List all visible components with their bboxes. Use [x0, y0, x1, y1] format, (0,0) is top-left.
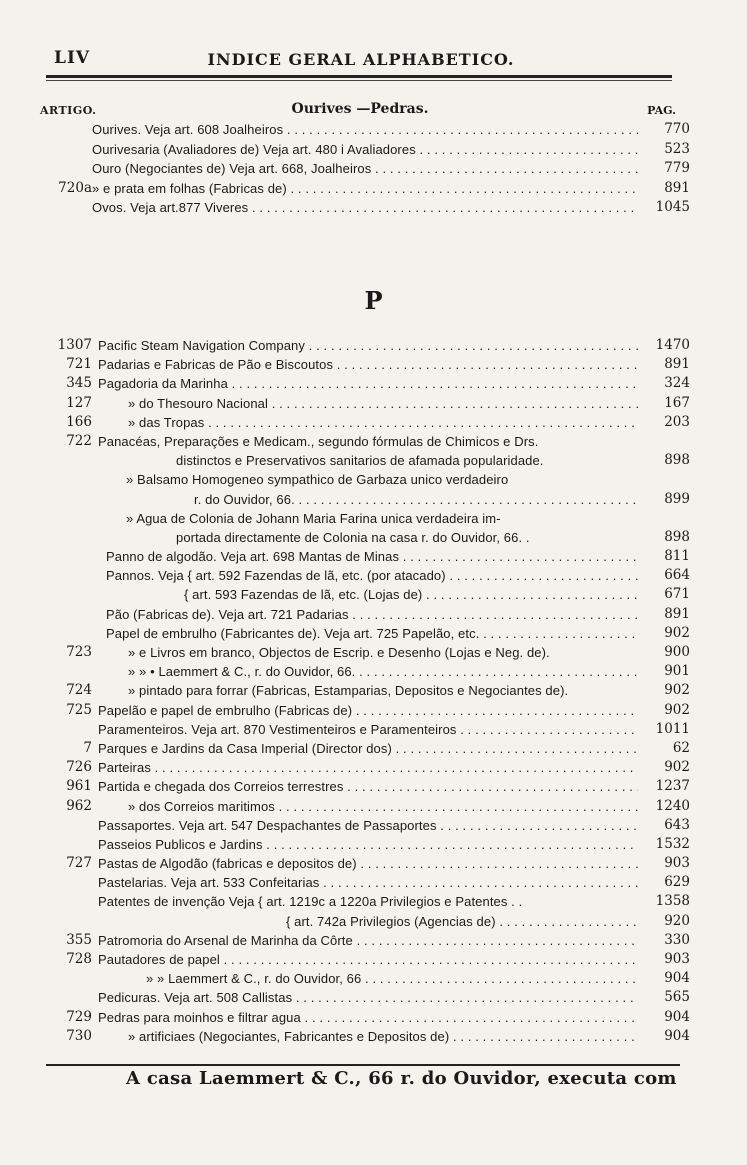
page-ref: 920 [664, 912, 690, 929]
article-number: 724 [66, 682, 92, 699]
entry-label: Pastas de Algodão (fabricas e depositos de) [98, 856, 357, 872]
index-entry [30, 777, 690, 796]
column-header [40, 102, 680, 118]
entry-label: » artificiaes (Negociantes, Fabricantes e Depositos de) [128, 1028, 450, 1044]
page-ref: 629 [664, 874, 690, 891]
article-number: 721 [66, 356, 92, 373]
entry-label: { art. 593 Fazendas de lã, etc. (Lojas de) [184, 587, 423, 603]
index-entry [30, 701, 690, 720]
entry-text [98, 873, 638, 892]
entry-text [98, 988, 638, 1007]
entry-label: r. do Ouvidor, 66. [194, 491, 295, 507]
entry-text [98, 720, 638, 739]
index-entry [30, 988, 690, 1007]
article-number: 127 [66, 394, 92, 411]
entry-text [98, 835, 638, 854]
page-ref: 671 [664, 586, 690, 603]
article-number: 961 [66, 778, 92, 795]
entry-label: Padarias e Fabricas de Pão e Biscoutos [98, 357, 334, 373]
page-ref: 1532 [655, 835, 690, 852]
entry-text [128, 797, 638, 816]
page-ref: 899 [664, 490, 690, 507]
entry-label: Pautadores de papel [98, 952, 220, 967]
entry-text [98, 701, 638, 720]
entry-label: Pedicuras. Veja art. 508 Callistas [98, 990, 293, 1006]
entry-label: Ourivesaria (Avaliadores de) Veja art. 480 i Avaliadores [92, 141, 416, 157]
index-entry [30, 159, 690, 179]
page-ref: 902 [664, 701, 690, 718]
entry-text [98, 336, 638, 355]
entry-text [98, 355, 638, 374]
page-ref: 811 [664, 548, 690, 565]
header-rule [46, 75, 672, 78]
index-entry [30, 470, 690, 489]
entry-text [98, 1008, 638, 1027]
entry-label: Panacéas, Preparações e Medicam., segundo fórmulas de Chimicos e Drs. [98, 433, 539, 449]
index-entry [30, 585, 690, 604]
article-number: 726 [66, 759, 92, 776]
entry-label: Pão (Fabricas de). Veja art. 721 Padarias [106, 606, 349, 622]
page-ref: 1011 [655, 720, 690, 737]
entry-label: Pannos. Veja { art. 592 Fazendas de lã, etc. (por atacado) [106, 568, 446, 584]
index-entry [30, 854, 690, 873]
entry-text [98, 758, 638, 777]
index-entry [30, 816, 690, 835]
index-entry [30, 120, 690, 140]
entry-label: » » Laemmert & C., r. do Ouvidor, 66 [146, 971, 362, 987]
page-ref: 1358 [655, 893, 690, 910]
index-entry [30, 509, 690, 528]
index-entry [30, 198, 690, 218]
entry-text [98, 931, 638, 950]
entry-text [146, 969, 638, 988]
index-entry [30, 624, 690, 643]
page-ref: 1045 [655, 199, 690, 216]
entry-text [98, 739, 638, 758]
entry-text [92, 179, 638, 199]
entry-label: Ouro (Negociantes de) Veja art. 668, Joalheiros [92, 161, 372, 177]
entry-text [128, 394, 638, 413]
page-ref: 901 [664, 663, 690, 680]
index-entry [30, 739, 690, 758]
page-ref: 903 [664, 855, 690, 872]
page-ref: 643 [664, 816, 690, 833]
page-ref: 902 [664, 624, 690, 641]
entry-label: Patromoria do Arsenal de Marinha da Côrte [98, 932, 353, 948]
article-number: 7 [83, 739, 92, 756]
entry-text [98, 816, 638, 835]
article-number: 725 [66, 701, 92, 718]
index-entry [30, 605, 690, 624]
article-number: 723 [66, 644, 92, 660]
entry-text [98, 892, 638, 911]
index-entry [30, 355, 690, 374]
index-entry [30, 1027, 690, 1046]
entry-label: Parteiras [98, 760, 151, 776]
index-entry [30, 662, 690, 681]
entry-text [106, 547, 638, 566]
entry-text [184, 585, 638, 604]
entry-text [92, 198, 638, 218]
page-ref: 904 [664, 970, 690, 987]
page-number: LIV [54, 48, 91, 68]
page-ref: 770 [664, 121, 690, 137]
index-entry [30, 413, 690, 432]
entry-text [194, 490, 638, 509]
page-ref: 330 [664, 931, 690, 948]
index-entry [30, 528, 690, 547]
index-entry [30, 336, 690, 355]
section-range: Ourives —Pedras. [291, 101, 429, 117]
entry-label: » e prata em folhas (Fabricas de) [92, 180, 287, 196]
index-entry [30, 969, 690, 988]
page-ref: 898 [664, 528, 690, 545]
index-entry [30, 835, 690, 854]
entry-text [106, 605, 638, 624]
entry-label: Pedras para moinhos e filtrar agua [98, 1009, 301, 1025]
entry-text [106, 566, 638, 585]
page-ref: 62 [672, 739, 690, 756]
entry-text [126, 509, 638, 528]
entry-text [128, 413, 638, 432]
entry-text [128, 681, 638, 700]
entry-label: distinctos e Preservativos sanitarios de afamada popularidade. [176, 453, 544, 469]
page-ref: 565 [664, 989, 690, 1006]
entry-text [92, 159, 638, 179]
section-letter: P [364, 286, 383, 315]
page-ref: 902 [664, 682, 690, 699]
index-entry [30, 140, 690, 160]
artigo-label: ARTIGO. [40, 104, 97, 117]
entry-label: » Balsamo Homogeneo sympathico de Garbaza unico verdadeiro [126, 472, 509, 488]
entry-label: Passaportes. Veja art. 547 Despachantes de Passaportes [98, 817, 437, 833]
entry-text [286, 912, 638, 931]
entry-text [98, 432, 638, 451]
article-number: 727 [66, 855, 92, 872]
article-number: 962 [66, 797, 92, 814]
entry-label: Partida e chegada dos Correios terrestres [98, 779, 344, 795]
page-ref: 903 [664, 951, 690, 967]
index-entry [30, 374, 690, 393]
index-entry [30, 394, 690, 413]
entry-label: Pacific Steam Navigation Company [98, 338, 305, 353]
page-title: INDICE GERAL ALPHABETICO. [207, 50, 515, 69]
entry-label: Ovos. Veja art.877 Viveres [92, 200, 249, 216]
page-ref: 1240 [655, 797, 690, 814]
entry-label: » e Livros em branco, Objectos de Escrip. e Desenho (Lojas e Neg. de). [128, 645, 550, 660]
page-ref: 1470 [655, 337, 690, 353]
index-entry [30, 643, 690, 662]
entry-label: Paramenteiros. Veja art. 870 Vestimenteiros e Paramenteiros [98, 721, 457, 737]
index-entry [30, 758, 690, 777]
article-number: 345 [66, 375, 92, 392]
entry-text [176, 451, 638, 470]
entry-text [98, 374, 638, 393]
entry-text [128, 1027, 638, 1046]
article-number: 729 [66, 1008, 92, 1025]
entry-text [98, 950, 638, 969]
article-number: 355 [66, 931, 92, 948]
entry-label: Pastelarias. Veja art. 533 Confeitarias [98, 875, 320, 891]
index-entry [30, 179, 690, 199]
entry-text [98, 777, 638, 796]
index-entry [30, 950, 690, 969]
page-ref: 779 [664, 160, 690, 177]
article-number: 730 [66, 1027, 92, 1044]
entry-label: Panno de algodão. Veja art. 698 Mantas de Minas [106, 549, 400, 565]
index-entry [30, 547, 690, 566]
entry-text [128, 643, 638, 662]
index-entry [30, 720, 690, 739]
page-ref: 904 [664, 1027, 690, 1044]
entry-label: » do Thesouro Nacional [128, 395, 268, 411]
entry-label: » Agua de Colonia de Johann Maria Farina unica verdadeira im- [126, 510, 501, 526]
entry-label: » das Tropas [128, 414, 205, 430]
page-ref: 523 [664, 140, 690, 157]
page-ref: 891 [664, 179, 690, 196]
entry-text [106, 624, 638, 643]
page-ref: 900 [664, 644, 690, 660]
page-ref: 324 [664, 375, 690, 392]
entry-label: » » • Laemmert & C., r. do Ouvidor, 66. [128, 664, 356, 680]
pag-label: PAG. [647, 104, 676, 117]
index-entry [30, 681, 690, 700]
header-rule-thin [46, 80, 672, 81]
page-ref: 664 [664, 567, 690, 584]
index-entry [30, 1008, 690, 1027]
top-entry-list [30, 120, 690, 218]
index-entry [30, 797, 690, 816]
entry-text [126, 470, 638, 489]
entry-text [128, 662, 638, 681]
entry-text [176, 528, 638, 547]
article-number: 1307 [57, 337, 92, 353]
entry-label: Parques e Jardins da Casa Imperial (Director dos) [98, 740, 392, 756]
page-header [46, 48, 676, 70]
entry-label: » dos Correios maritimos [128, 798, 275, 814]
entry-label: Patentes de invenção Veja { art. 1219c a 1220a Privilegios e Patentes . . [98, 894, 523, 910]
page-ref: 891 [664, 356, 690, 373]
entry-label: Ourives. Veja art. 608 Joalheiros [92, 122, 284, 137]
index-entry [30, 931, 690, 950]
page-ref: 891 [664, 605, 690, 622]
page-ref: 167 [664, 394, 690, 411]
entry-label: Passeios Publicos e Jardins [98, 836, 263, 852]
index-entry [30, 892, 690, 911]
page-ref: 904 [664, 1008, 690, 1025]
entry-text [92, 120, 638, 140]
entry-label: Papel de embrulho (Fabricantes de). Veja art. 725 Papelão, etc. [106, 625, 480, 641]
entry-label: Pagadoria da Marinha [98, 376, 228, 392]
footer [40, 1064, 680, 1092]
index-entry [30, 432, 690, 451]
page-ref: 1237 [655, 778, 690, 795]
article-number: 720a [58, 179, 92, 196]
entry-text [98, 854, 638, 873]
footer-text: A casa Laemmert & C., 66 r. do Ouvidor, executa com [126, 1068, 677, 1089]
article-number: 166 [66, 413, 92, 430]
article-number: 728 [66, 951, 92, 967]
p-entry-list [30, 336, 690, 1046]
index-entry [30, 873, 690, 892]
entry-label: portada directamente de Colonia na casa r. do Ouvidor, 66. . [176, 529, 530, 545]
page-ref: 902 [664, 759, 690, 776]
entry-label: » pintado para forrar (Fabricas, Estamparias, Depositos e Negociantes de). [128, 683, 569, 699]
footer-rule [46, 1064, 680, 1066]
entry-text [92, 140, 638, 160]
index-entry [30, 566, 690, 585]
entry-label: { art. 742a Privilegios (Agencias de) [286, 913, 496, 929]
page-ref: 898 [664, 452, 690, 469]
index-entry [30, 451, 690, 470]
index-entry [30, 912, 690, 931]
entry-label: Papelão e papel de embrulho (Fabricas de) [98, 702, 353, 718]
article-number: 722 [66, 432, 92, 449]
page-ref: 203 [664, 413, 690, 430]
index-entry [30, 490, 690, 509]
